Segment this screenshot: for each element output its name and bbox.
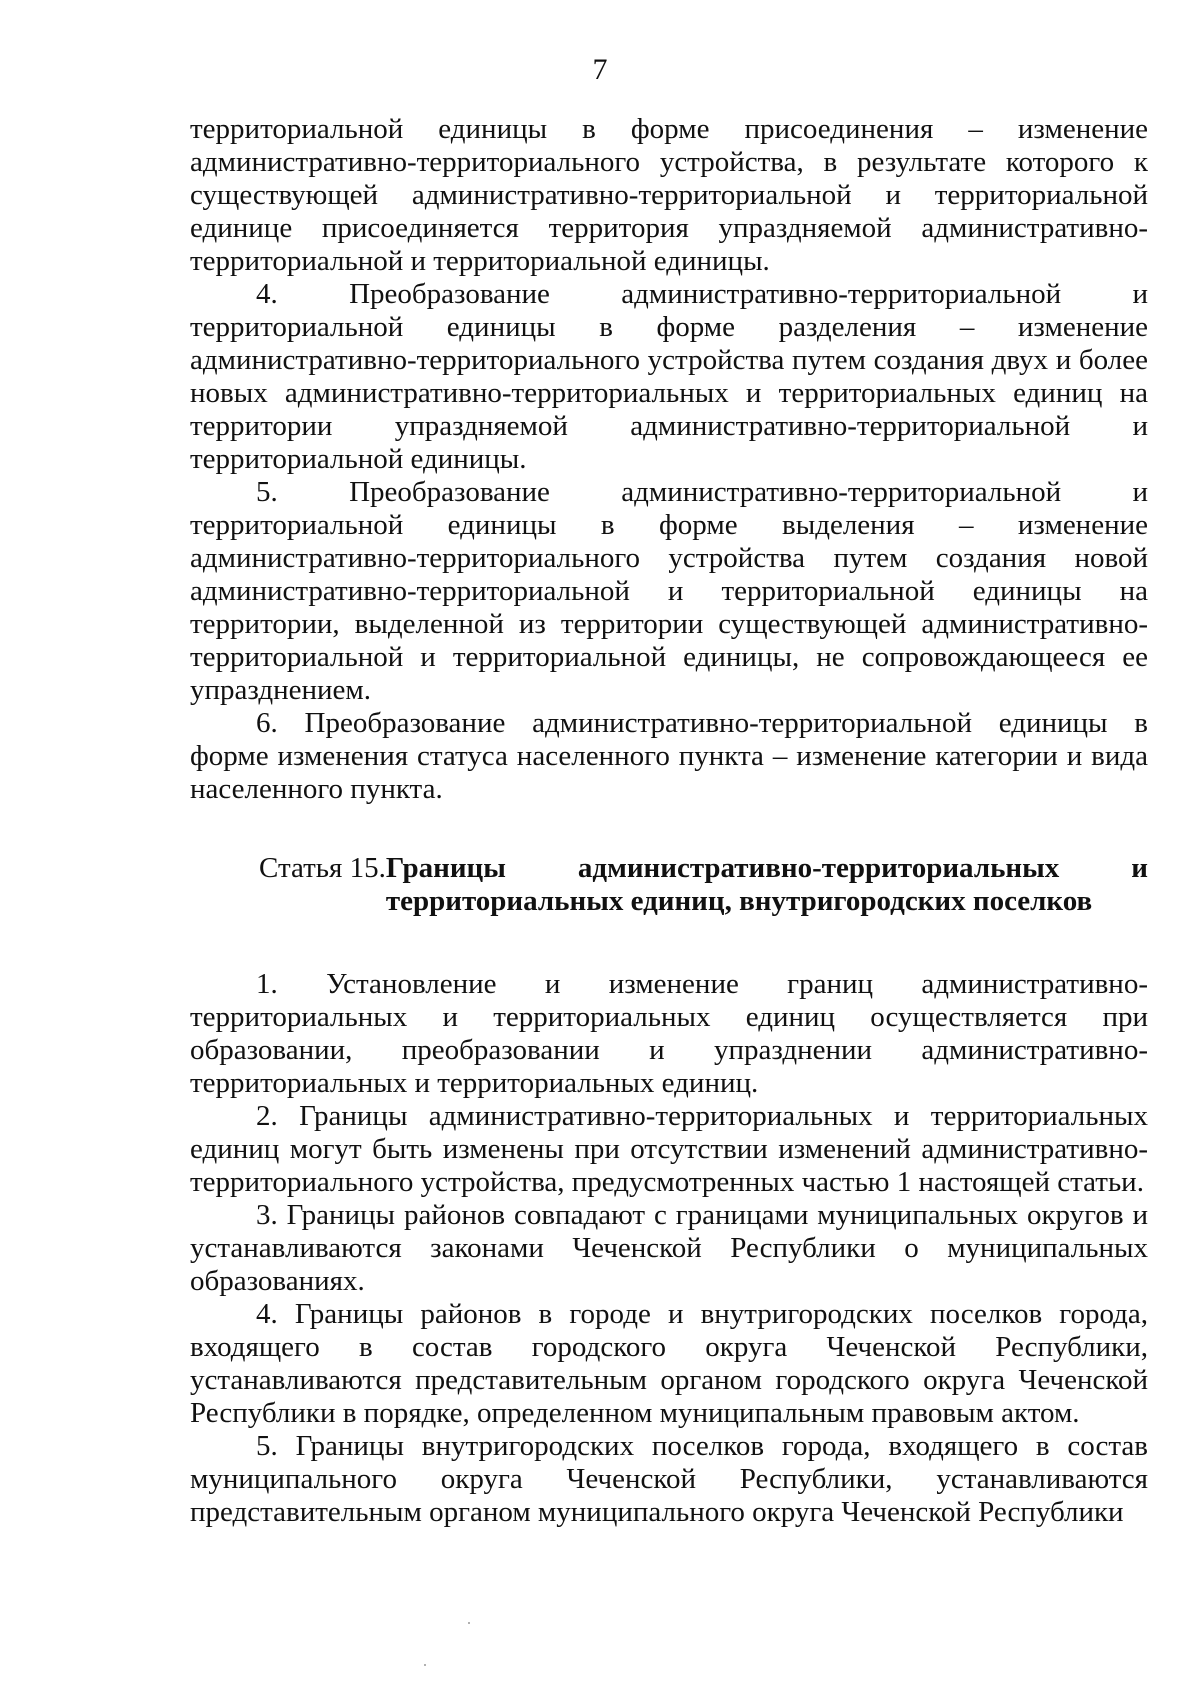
article-title-line-1: Границы административно-территориальных и xyxy=(385,852,1148,884)
article-paragraph-3: 3. Границы районов совпадают с границами муниципальных округов и устанавливаются законами Чеченской Республики о муниципальных образованиях. xyxy=(190,1199,1148,1297)
article-heading xyxy=(190,852,1148,918)
article-label: Статья 15. xyxy=(259,852,386,884)
scan-speck xyxy=(468,1622,470,1624)
paragraph-continuation: территориальной единицы в форме присоединения – изменение административно-территориального устройства, в результате которого к существующей административно-территориальной и территориальной единице присоединяется территория упраздняемой административно-территориальной и территориальной единицы. xyxy=(190,113,1148,277)
article-paragraph-5: 5. Границы внутригородских поселков города, входящего в состав муниципального округа Чеченской Республики, устанавливаются представительным органом муниципального округа Чеченской Республики xyxy=(190,1430,1148,1528)
paragraph-item-5: 5. Преобразование административно-территориальной и территориальной единицы в форме выделения – изменение административно-территориального устройства путем создания новой административно-территориальной и территориальной единицы на территории, выделенной из территории существующей административно-территориальной и территориальной единицы, не сопровождающееся ее упразднением. xyxy=(190,476,1148,706)
page-number: 7 xyxy=(592,53,608,86)
article-title xyxy=(386,852,1148,918)
paragraph-item-6: 6. Преобразование административно-территориальной единицы в форме изменения статуса населенного пункта – изменение категории и вида населенного пункта. xyxy=(190,707,1148,805)
article-paragraph-4: 4. Границы районов в городе и внутригородских поселков города, входящего в состав городского округа Чеченской Республики, устанавливаются представительным органом городского округа Чеченской Республики в порядке, определенном муниципальным правовым актом. xyxy=(190,1298,1148,1429)
article-title-line-2: территориальных единиц, внутригородских поселков xyxy=(385,885,1093,917)
article-paragraph-2: 2. Границы административно-территориальных и территориальных единиц могут быть изменены при отсутствии изменений административно-территориального устройства, предусмотренных частью 1 настоящей статьи. xyxy=(190,1100,1148,1198)
scan-speck xyxy=(424,1664,426,1666)
article-paragraph-1: 1. Установление и изменение границ административно-территориальных и территориальных единиц осуществляется при образовании, преобразовании и упразднении административно-территориальных и территориальных единиц. xyxy=(190,968,1148,1099)
paragraph-item-4: 4. Преобразование административно-территориальной и территориальной единицы в форме разделения – изменение административно-территориального устройства путем создания двух и более новых административно-территориальных и территориальных единиц на территории упраздняемой административно-территориальной и территориальной единицы. xyxy=(190,278,1148,475)
document-body xyxy=(190,113,1148,1529)
